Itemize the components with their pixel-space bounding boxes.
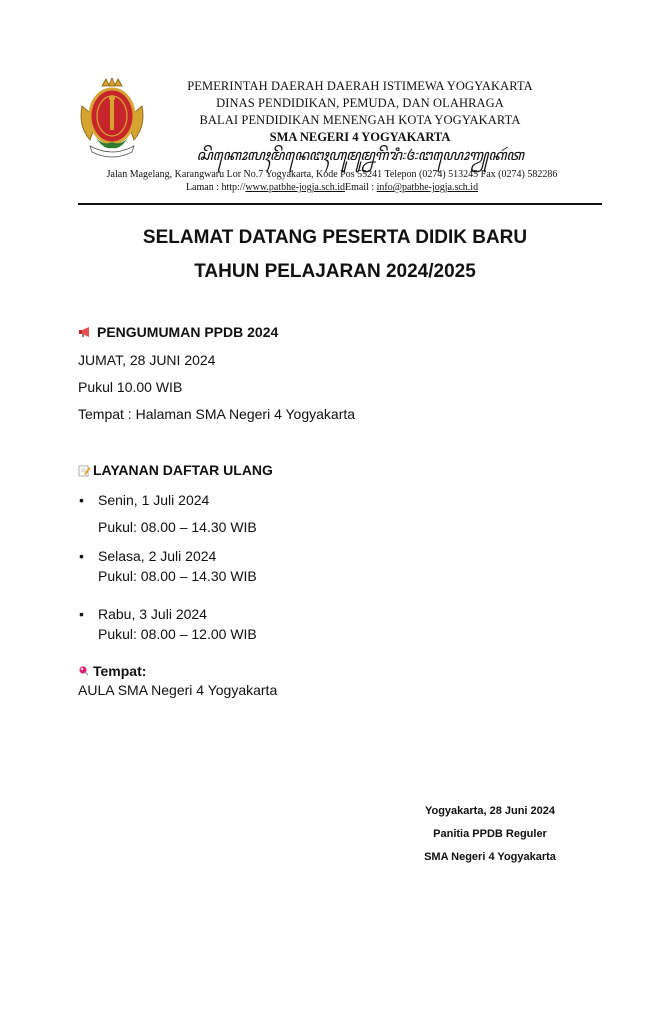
signature-place-date: Yogyakarta, 28 Juni 2024 xyxy=(424,805,556,817)
reregistration-heading xyxy=(78,462,273,478)
schedule-day-1: Senin, 1 Juli 2024 xyxy=(98,492,210,508)
bullet-icon: • xyxy=(79,606,84,622)
bullet-icon: • xyxy=(79,492,84,508)
email-label: Email : xyxy=(344,182,377,193)
page-subtitle: TAHUN PELAJARAN 2024/2025 xyxy=(194,261,476,282)
schedule-time-1: Pukul: 08.00 – 14.30 WIB xyxy=(98,519,257,535)
letterhead xyxy=(150,78,570,166)
letterhead-divider xyxy=(78,203,602,205)
venue-heading xyxy=(78,663,146,679)
bullet-icon: • xyxy=(79,548,84,564)
schedule-time-3: Pukul: 08.00 – 12.00 WIB xyxy=(98,626,257,642)
signature-school: SMA Negeri 4 Yogyakarta xyxy=(424,851,556,863)
letterhead-government: PEMERINTAH DAERAH DAERAH ISTIMEWA YOGYAKARTA xyxy=(187,79,533,93)
venue-place: AULA SMA Negeri 4 Yogyakarta xyxy=(78,682,278,698)
page-title: SELAMAT DATANG PESERTA DIDIK BARU xyxy=(142,227,528,248)
announcement-place: Tempat : Halaman SMA Negeri 4 Yogyakarta xyxy=(78,406,356,422)
schedule-day-2: Selasa, 2 Juli 2024 xyxy=(98,548,217,564)
letterhead-department: DINAS PENDIDIKAN, PEMUDA, DAN OLAHRAGA xyxy=(216,96,504,110)
letterhead-javanese-script: ꦱꦼꦏꦺꦴꦭꦃꦩꦼꦤꦺꦔꦃꦲꦸꦩꦸꦩ꧀ꦤꦒꦼꦫꦶ꧇꧔꧇ꦔꦪꦺꦴꦒꦾꦏꦂꦠ xyxy=(196,148,524,164)
website-link[interactable]: www.patbhe-jogja.sch.id xyxy=(245,182,345,193)
email-link[interactable]: info@patbhe-jogja.sch.id xyxy=(376,182,479,193)
announcement-date: JUMAT, 28 JUNI 2024 xyxy=(78,352,216,368)
venue-heading-text: Tempat: xyxy=(93,663,147,679)
schedule-day-3: Rabu, 3 Juli 2024 xyxy=(98,606,207,622)
letterhead-address xyxy=(82,168,582,194)
memo-icon xyxy=(78,464,91,477)
address-line: Jalan Magelang, Karangwaru Lor No.7 Yogyakarta, Kode Pos 55241 Telepon (0274) 513245 Fax (0274) 582286 xyxy=(106,169,558,180)
yogyakarta-emblem-logo xyxy=(76,76,148,160)
reregistration-heading-text: LAYANAN DAFTAR ULANG xyxy=(93,462,273,478)
contact-line xyxy=(82,181,582,194)
announcement-time: Pukul 10.00 WIB xyxy=(78,379,183,395)
letterhead-school-name: SMA NEGERI 4 YOGYAKARTA xyxy=(269,130,451,144)
pin-icon xyxy=(78,665,90,677)
letterhead-office: BALAI PENDIDIKAN MENENGAH KOTA YOGYAKARTA xyxy=(199,113,521,127)
schedule-time-2: Pukul: 08.00 – 14.30 WIB xyxy=(98,568,257,584)
announcement-heading-text: PENGUMUMAN PPDB 2024 xyxy=(97,324,279,340)
website-label: Laman : http:// xyxy=(185,182,246,193)
signature-committee: Panitia PPDB Reguler xyxy=(433,828,547,840)
megaphone-icon xyxy=(78,326,92,338)
announcement-heading xyxy=(78,324,278,340)
